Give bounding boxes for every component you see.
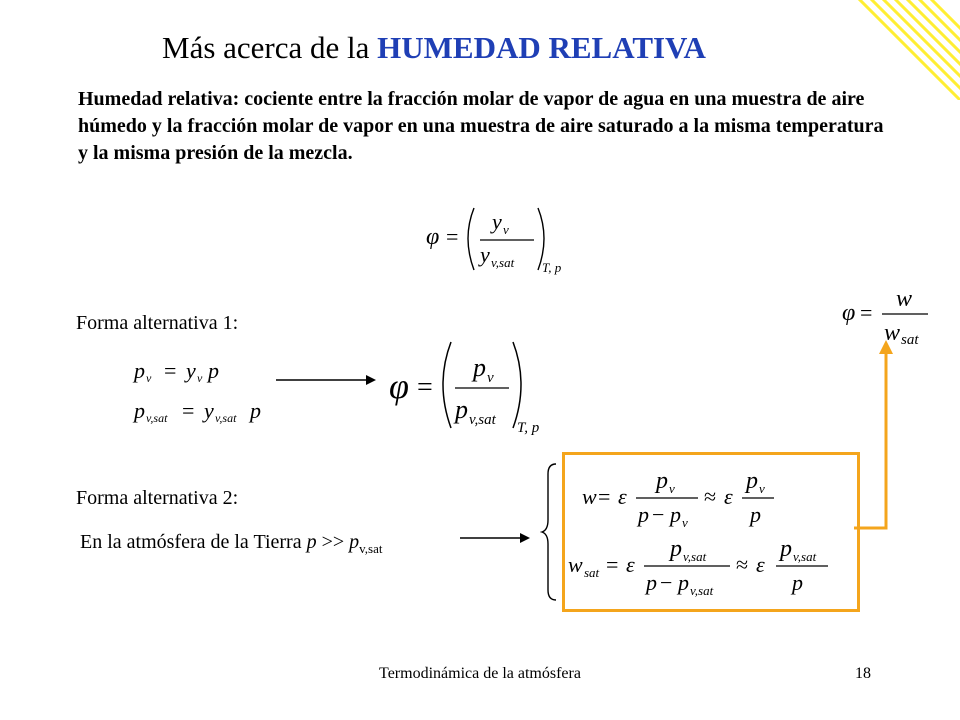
- svg-text:y: y: [492, 209, 502, 234]
- svg-text:v: v: [669, 481, 675, 496]
- svg-text:T, p: T, p: [517, 420, 540, 436]
- phi-pressure-equation: [385, 338, 560, 438]
- page-number: 18: [855, 665, 871, 682]
- svg-text:p: p: [134, 358, 145, 383]
- svg-text:≈: ≈: [704, 484, 717, 509]
- svg-text:ε: ε: [756, 552, 765, 577]
- slide-title: Más acerca de la HUMEDAD RELATIVA: [162, 30, 706, 65]
- svg-text:=: =: [446, 224, 459, 249]
- svg-text:p: p: [670, 502, 681, 527]
- svg-text:=: =: [860, 300, 873, 325]
- arrow-to-phi-p: [276, 372, 376, 388]
- svg-text:p: p: [638, 502, 649, 527]
- svg-text:v: v: [197, 371, 203, 385]
- svg-text:p: p: [208, 358, 219, 383]
- svg-text:=: =: [182, 398, 195, 423]
- svg-text:v: v: [503, 222, 509, 237]
- svg-text:sat: sat: [901, 332, 919, 348]
- svg-text:y: y: [186, 358, 196, 383]
- svg-text:v,sat: v,sat: [690, 583, 714, 598]
- svg-text:v: v: [682, 515, 688, 530]
- footer-text: Termodinámica de la atmósfera: [379, 665, 581, 682]
- corner-decoration: [850, 0, 960, 100]
- svg-text:ε: ε: [626, 552, 635, 577]
- svg-text:w: w: [896, 286, 913, 312]
- svg-text:v: v: [487, 370, 494, 386]
- alt-form-2-label: Forma alternativa 2:: [76, 487, 239, 509]
- svg-text:v: v: [759, 481, 765, 496]
- svg-text:=: =: [417, 372, 433, 403]
- svg-text:=: =: [164, 358, 177, 383]
- earth-condition-text: En la atmósfera de la Tierra $p >> p_{v,sat}$: [80, 531, 383, 556]
- svg-text:p: p: [678, 570, 689, 595]
- svg-text:y: y: [204, 398, 214, 423]
- svg-text:≈: ≈: [736, 552, 749, 577]
- svg-text:p: p: [473, 353, 486, 382]
- svg-text:sat: sat: [584, 565, 600, 580]
- svg-text:y: y: [480, 242, 490, 267]
- definition-equation: [418, 200, 568, 280]
- svg-text:p: p: [134, 398, 145, 423]
- svg-text:v,sat: v,sat: [146, 411, 168, 425]
- title-accent: HUMEDAD RELATIVA: [377, 30, 706, 65]
- svg-text:ε: ε: [618, 484, 627, 509]
- alt-form-1-label: Forma alternativa 1:: [76, 312, 239, 334]
- svg-text:p: p: [646, 570, 657, 595]
- svg-text:−: −: [652, 502, 665, 527]
- saturation-mixing-ratio-equation: [566, 534, 852, 602]
- svg-text:p: p: [750, 502, 761, 527]
- description-paragraph: Humedad relativa: cociente entre la fracción molar de vapor de agua en una muestra de aire húmedo y la fracción molar de vapor en una muestra de aire saturado a la misma temperatura y la misma presión de la mezcla.: [78, 88, 884, 164]
- svg-text:p: p: [250, 398, 261, 423]
- svg-text:w: w: [582, 484, 597, 509]
- svg-text:v,sat: v,sat: [215, 411, 237, 425]
- svg-text:T, p: T, p: [542, 260, 562, 275]
- curly-brace: [540, 462, 560, 602]
- svg-text:φ: φ: [842, 300, 856, 326]
- svg-text:v: v: [146, 371, 152, 385]
- svg-text:v,sat: v,sat: [793, 549, 817, 564]
- svg-text:p: p: [792, 570, 803, 595]
- svg-text:p: p: [656, 468, 668, 494]
- svg-text:φ: φ: [389, 366, 409, 406]
- vapor-pressure-equations: [132, 352, 292, 432]
- svg-text:w: w: [884, 320, 901, 346]
- svg-text:v,sat: v,sat: [469, 412, 496, 428]
- svg-text:=: =: [606, 552, 619, 577]
- svg-text:v,sat: v,sat: [491, 255, 515, 270]
- svg-text:p: p: [670, 536, 682, 562]
- connector-arrow: [850, 338, 900, 538]
- svg-text:=: =: [598, 484, 611, 509]
- svg-text:−: −: [660, 570, 673, 595]
- svg-text:w: w: [568, 552, 583, 577]
- svg-text:ε: ε: [724, 484, 733, 509]
- svg-text:v,sat: v,sat: [683, 549, 707, 564]
- svg-text:φ: φ: [426, 224, 440, 250]
- svg-text:p: p: [746, 468, 758, 494]
- mixing-ratio-equation: [580, 466, 780, 534]
- svg-text:p: p: [780, 536, 792, 562]
- arrow-to-box: [460, 530, 530, 546]
- svg-text:p: p: [455, 395, 468, 424]
